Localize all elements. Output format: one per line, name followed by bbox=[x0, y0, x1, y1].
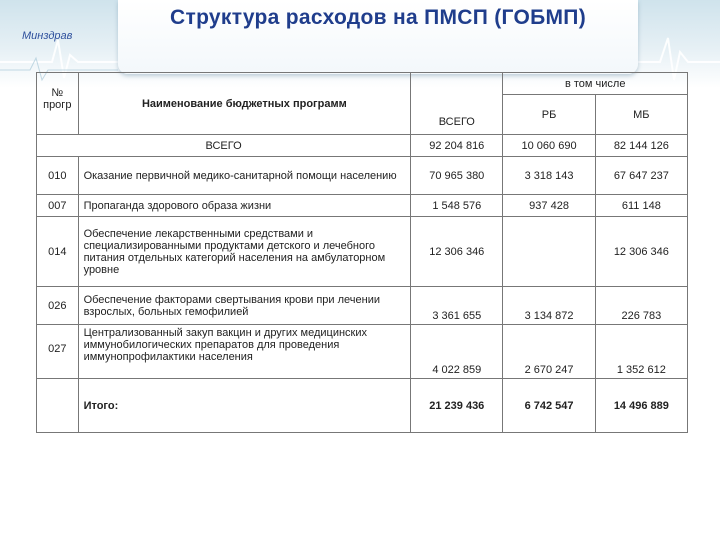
table-row bbox=[37, 195, 688, 217]
row-total: 12 306 346 bbox=[411, 217, 503, 287]
table-row bbox=[37, 217, 688, 287]
row-mb: 67 647 237 bbox=[595, 157, 687, 195]
row-num: 027 bbox=[37, 325, 79, 379]
itogo-row bbox=[37, 379, 688, 433]
row-name: Централизованный закуп вакцин и других медицинских иммунобилогических препаратов для проведения иммунопрофилактики населения bbox=[78, 325, 411, 379]
row-mb: 611 148 bbox=[595, 195, 687, 217]
total-label: ВСЕГО bbox=[37, 135, 411, 157]
total-row bbox=[37, 135, 688, 157]
total-all: 92 204 816 bbox=[411, 135, 503, 157]
row-name: Обеспечение лекарственными средствами и специализированными продуктами детского и лечебного питания отдельных категорий населения на амбулаторном уровне bbox=[78, 217, 411, 287]
itogo-mb: 14 496 889 bbox=[595, 379, 687, 433]
title-box bbox=[118, 0, 638, 74]
row-total: 1 548 576 bbox=[411, 195, 503, 217]
header-num: № прогр bbox=[37, 73, 79, 135]
row-num: 026 bbox=[37, 287, 79, 325]
itogo-num bbox=[37, 379, 79, 433]
table-row bbox=[37, 287, 688, 325]
header-rb: РБ bbox=[503, 95, 595, 135]
row-num: 010 bbox=[37, 157, 79, 195]
row-mb: 1 352 612 bbox=[595, 325, 687, 379]
header-name: Наименование бюджетных программ bbox=[78, 73, 411, 135]
page-title: Структура расходов на ПМСП (ГОБМП) bbox=[170, 6, 586, 29]
budget-table bbox=[36, 72, 688, 433]
row-total: 70 965 380 bbox=[411, 157, 503, 195]
row-name: Обеспечение факторами свертывания крови при лечении взрослых, больных гемофилией bbox=[78, 287, 411, 325]
row-mb: 12 306 346 bbox=[595, 217, 687, 287]
row-num: 014 bbox=[37, 217, 79, 287]
header-row bbox=[37, 73, 688, 95]
row-rb: 3 134 872 bbox=[503, 287, 595, 325]
header-including: в том числе bbox=[503, 73, 688, 95]
table-row bbox=[37, 325, 688, 379]
itogo-rb: 6 742 547 bbox=[503, 379, 595, 433]
table-row bbox=[37, 157, 688, 195]
row-rb bbox=[503, 217, 595, 287]
row-num: 007 bbox=[37, 195, 79, 217]
row-rb: 3 318 143 bbox=[503, 157, 595, 195]
row-name: Оказание первичной медико-санитарной помощи населению bbox=[78, 157, 411, 195]
row-rb: 937 428 bbox=[503, 195, 595, 217]
row-rb: 2 670 247 bbox=[503, 325, 595, 379]
itogo-total: 21 239 436 bbox=[411, 379, 503, 433]
total-rb: 10 060 690 bbox=[503, 135, 595, 157]
itogo-label: Итого: bbox=[78, 379, 411, 433]
header-total: ВСЕГО bbox=[411, 73, 503, 135]
row-total: 3 361 655 bbox=[411, 287, 503, 325]
total-mb: 82 144 126 bbox=[595, 135, 687, 157]
row-total: 4 022 859 bbox=[411, 325, 503, 379]
row-mb: 226 783 bbox=[595, 287, 687, 325]
ministry-logo-text: Минздрав bbox=[22, 30, 73, 42]
header-mb: МБ bbox=[595, 95, 687, 135]
row-name: Пропаганда здорового образа жизни bbox=[78, 195, 411, 217]
